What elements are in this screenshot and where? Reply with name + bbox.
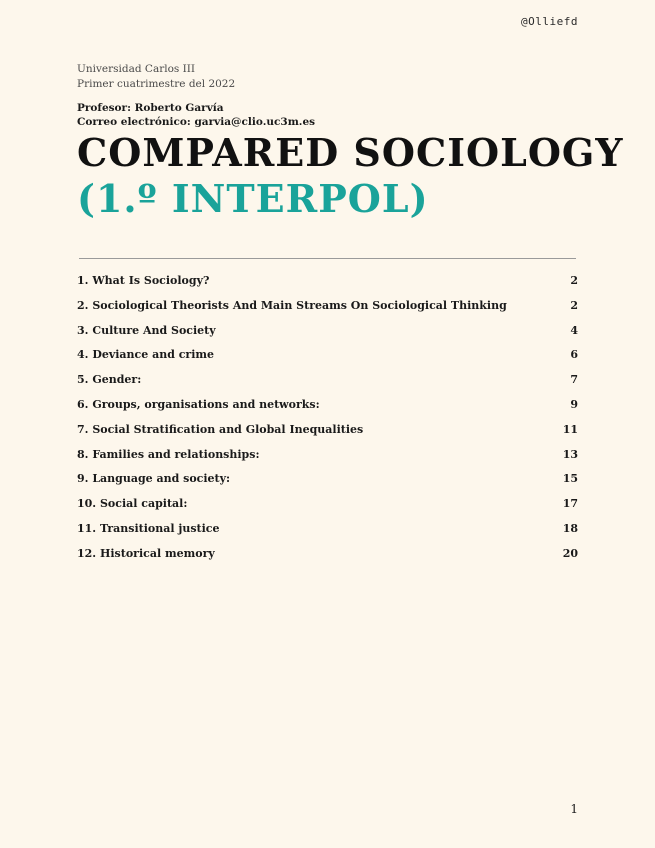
- title-divider: [79, 258, 576, 259]
- toc-entry-label: 4. Deviance and crime: [77, 348, 215, 362]
- toc-entry-label: 9. Language and society:: [77, 472, 231, 486]
- toc-entry-page: 13: [562, 447, 578, 461]
- toc-entry[interactable]: [77, 295, 578, 320]
- toc-entry-label: 10. Social capital:: [77, 497, 188, 511]
- toc-entry-page: 2: [570, 298, 578, 312]
- toc-entry-page: 4: [570, 323, 578, 337]
- toc-entry[interactable]: [77, 444, 578, 469]
- toc-entry-page: 2: [570, 274, 578, 287]
- toc-entry-page: 15: [562, 472, 578, 486]
- toc-entry-label: 11. Transitional justice: [77, 521, 220, 535]
- author-handle: @Olliefd: [521, 15, 578, 28]
- toc-entry-label: 6. Groups, organisations and networks:: [77, 397, 320, 411]
- toc-entry[interactable]: [77, 270, 578, 295]
- toc-entry-label: 3. Culture And Society: [77, 323, 216, 337]
- professor-email: Correo electrónico: garvia@clio.uc3m.es: [77, 116, 316, 128]
- toc-entry-page: 17: [562, 497, 578, 511]
- toc-entry-page: 18: [562, 521, 578, 535]
- toc-entry[interactable]: [77, 518, 578, 543]
- document-title: COMPARED SOCIOLOGY: [77, 130, 624, 175]
- toc-entry[interactable]: [77, 320, 578, 345]
- toc-entry[interactable]: [77, 493, 578, 518]
- toc-entry-page: 11: [562, 422, 578, 436]
- professor-name: Profesor: Roberto Garvía: [77, 102, 224, 114]
- toc-entry[interactable]: [77, 543, 578, 568]
- toc-entry[interactable]: [77, 419, 578, 444]
- toc-entry-page: 20: [562, 546, 578, 560]
- toc-entry[interactable]: [77, 394, 578, 419]
- page-number: 1: [570, 802, 578, 816]
- toc-entry-label: 1. What Is Sociology?: [77, 274, 210, 287]
- toc-entry-label: 2. Sociological Theorists And Main Streams On Sociological Thinking: [77, 298, 507, 312]
- toc-entry-page: 7: [570, 373, 578, 387]
- toc-entry-page: 6: [570, 348, 578, 362]
- toc-entry-label: 7. Social Stratification and Global Inequalities: [77, 422, 364, 436]
- toc-entry-label: 8. Families and relationships:: [77, 447, 260, 461]
- table-of-contents: [77, 270, 578, 568]
- document-subtitle: (1.º INTERPOL): [77, 176, 429, 221]
- toc-entry-label: 5. Gender:: [77, 373, 142, 387]
- university-name: Universidad Carlos III: [77, 63, 196, 75]
- course-meta: [77, 62, 235, 92]
- professor-info: [77, 101, 315, 129]
- toc-entry-page: 9: [570, 397, 578, 411]
- term-label: Primer cuatrimestre del 2022: [77, 78, 236, 90]
- toc-entry[interactable]: [77, 344, 578, 369]
- toc-entry[interactable]: [77, 468, 578, 493]
- toc-entry-label: 12. Historical memory: [77, 546, 215, 560]
- toc-entry[interactable]: [77, 369, 578, 394]
